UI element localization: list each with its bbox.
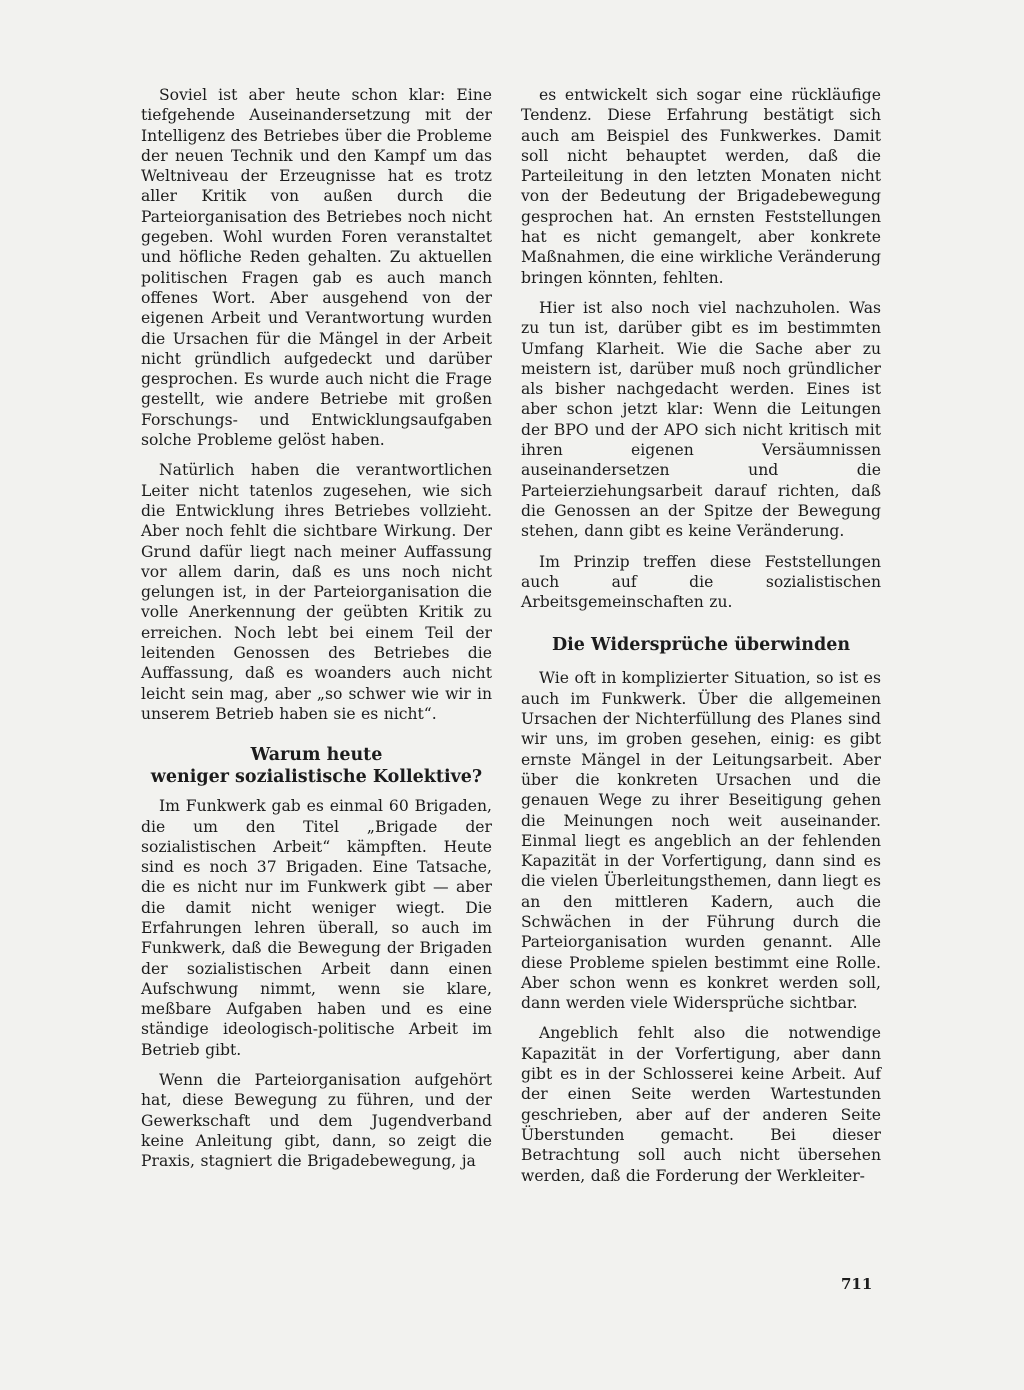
right-paragraph-3: Im Prinzip treffen diese Feststellungen auch auf die sozialistischen Arbeitsgemeinschaften zu. — [521, 552, 881, 612]
section-heading-kollektive — [141, 744, 492, 788]
section-heading-widersprueche: Die Widersprüche überwinden — [551, 635, 851, 656]
left-paragraph-2: Natürlich haben die verantwortlichen Leiter nicht tatenlos zugesehen, wie sich die Entwicklung ihres Betriebes vollzieht. Aber noch fehlt die sichtbare Wirkung. Der Grund dafür liegt nach meiner Auffassung vor allem darin, daß es uns noch nicht gelungen ist, in der Parteiorganisation die volle Anerkennung der geübten Kritik zu erreichen. Noch lebt bei einem Teil der leitenden Genossen des Betriebes die Auffassung, daß es woanders auch nicht leicht sein mag, aber „so schwer wie wir in unserem Betrieb haben sie es nicht“. — [141, 461, 492, 723]
heading-line-2: weniger sozialistische Kollektive? — [150, 767, 483, 788]
right-paragraph-2: Hier ist also noch viel nachzuholen. Was zu tun ist, darüber gibt es im bestimmten Umfang Klarheit. Wie die Sache aber zu meistern ist, darüber muß noch gründlicher als bisher nachgedacht werden. Eines ist aber schon jetzt klar: Wenn die Leitungen der BPO und der APO sich nicht kritisch mit ihren eigenen Versäumnissen auseinandersetzen und die Parteierziehungsarbeit darauf richten, daß die Genossen an der Spitze der Bewegung stehen, dann gibt es keine Veränderung. — [521, 298, 881, 541]
left-paragraph-4: Wenn die Parteiorganisation aufgehört hat, diese Bewegung zu führen, und der Gewerkschaft und dem Jugendverband keine Anleitung gibt, dann, so zeigt die Praxis, stagniert die Brigadebewegung, ja — [141, 1071, 492, 1171]
left-paragraph-3: Im Funkwerk gab es einmal 60 Brigaden, die um den Titel „Brigade der sozialistischen Arbeit“ kämpften. Heute sind es noch 37 Brigaden. Eine Tatsache, die es nicht nur im Funkwerk gibt — aber die damit nicht weniger wiegt. Die Erfahrungen lehren überall, so auch im Funkwerk, daß die Bewegung der Brigaden der sozialistischen Arbeit dann einen Aufschwung nimmt, wenn sie klare, meßbare Aufgaben haben und es eine ständige ideologisch-politische Arbeit im Betrieb gibt. — [141, 797, 492, 1059]
left-paragraph-1: Soviel ist aber heute schon klar: Eine tiefgehende Auseinandersetzung mit der Intelligenz des Betriebes über die Probleme der neuen Technik und den Kampf um das Weltniveau der Erzeugnisse hat es trotz aller Kritik von außen durch die Parteiorganisation des Betriebes noch nicht gegeben. Wohl wurden Foren veranstaltet und höfliche Reden gehalten. Zu aktuellen politischen Fragen gab es auch manch offenes Wort. Aber ausgehend von der eigenen Arbeit und Verantwortung wurden die Ursachen für die Mängel in der Arbeit nicht gründlich aufgedeckt und darüber gesprochen. Es wurde auch nicht die Frage gestellt, wie andere Betriebe mit großen Forschungs- und Entwicklungsaufgaben solche Probleme gelöst haben. — [141, 86, 492, 450]
right-paragraph-5: Angeblich fehlt also die notwendige Kapazität in der Vorfertigung, aber dann gibt es in der Schlosserei keine Arbeit. Auf der einen Seite werden Wartestunden geschrieben, aber auf der anderen Seite Überstunden gemacht. Bei dieser Betrachtung soll auch nicht übersehen werden, daß die Forderung der Werkleiter- — [521, 1024, 881, 1185]
right-column — [521, 85, 881, 1196]
page-number: 711 — [841, 1275, 873, 1293]
heading-line-1: Warum heute — [250, 745, 383, 766]
right-paragraph-1: es entwickelt sich sogar eine rückläufige Tendenz. Diese Erfahrung bestätigt sich auch am Beispiel des Funkwerkes. Damit soll nicht behauptet werden, daß die Parteileitung in den letzten Monaten nicht von der Bedeutung der Brigadebewegung gesprochen hat. An ernsten Feststellungen hat es nicht gemangelt, aber konkrete Maßnahmen, die eine wirkliche Veränderung bringen könnten, fehlten. — [521, 86, 881, 287]
left-column — [141, 85, 492, 1182]
right-paragraph-4: Wie oft in komplizierter Situation, so ist es auch im Funkwerk. Über die allgemeinen Ursachen der Nichterfüllung des Planes sind wir uns, im groben gesehen, einig: es gibt ernste Mängel in der Leitungsarbeit. Aber über die konkreten Ursachen und die genauen Wege zu ihrer Beseitigung gehen die Meinungen noch weit auseinander. Einmal liegt es angeblich an der fehlenden Kapazität in der Vorfertigung, dann sind es die vielen Überleitungsthemen, dann liegt es an den mittleren Kadern, auch die Schwächen in der Führung durch die Parteiorganisation wurden genannt. Alle diese Probleme spielen bestimmt eine Rolle. Aber schon wenn es konkret werden soll, dann werden viele Widersprüche sichtbar. — [521, 669, 881, 1013]
